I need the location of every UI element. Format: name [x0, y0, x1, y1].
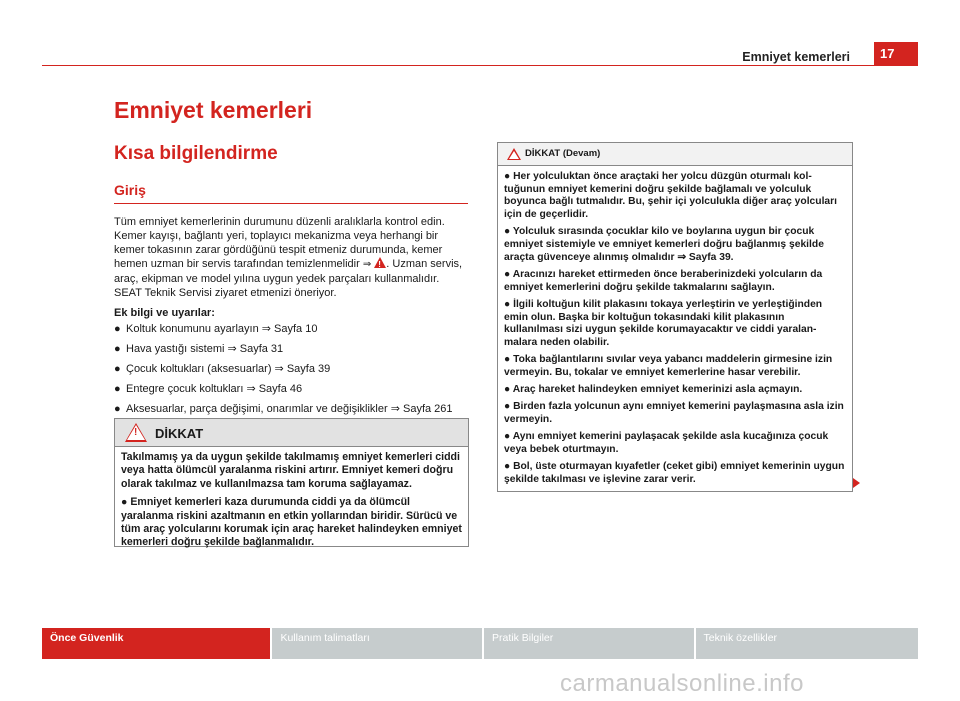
- warning-title: DİKKAT (Devam): [525, 148, 601, 159]
- warning-title: DİKKAT: [155, 426, 204, 441]
- info-list: [114, 322, 470, 422]
- list-item[interactable]: ● Hava yastığı sistemi ⇒ Sayfa 31: [114, 343, 284, 355]
- tab-kullanim-talimatlari[interactable]: Kullanım talimatları: [272, 628, 482, 659]
- warning-paragraph: ● Her yolculuktan önce araçtaki her yolcu düzgün oturmalı koltuğunun emniyet kemerini doğru şekilde bağlamalı ve yolculuk boyunca bağlı tutmalıdır. Bu, şehir içi yolculukla diğer araç yolcuları için de geçerlidir.: [504, 171, 838, 221]
- warning-body: [115, 447, 468, 559]
- continue-arrow-icon[interactable]: [853, 478, 860, 488]
- warning-box-continued: [497, 142, 853, 492]
- warning-paragraph: ● Yolculuk sırasında çocuklar kilo ve boylarına uygun bir çocuk emniyet sistemiyle ve emniyet kemerleri doğru bağlanmış şekilde araçta güvenceye alınmış olmalıdır ⇒ Sayfa 39.: [504, 226, 824, 263]
- tab-teknik-ozellikler[interactable]: Teknik özellikler: [696, 628, 918, 659]
- watermark: carmanualsonline.info: [560, 670, 804, 697]
- footer-nav: [42, 628, 918, 659]
- warning-paragraph: ● Bol, üste oturmayan kıyafetler (ceket gibi) emniyet kemerinin uygun şekilde takılması ve işlevine zarar verir.: [504, 461, 845, 485]
- warning-body: [498, 166, 852, 496]
- warning-paragraph: ● Emniyet kemerleri kaza durumunda ciddi ya da ölümcül yaralanma riskini azaltmanın en etkin yollarından biridir. Sürücü ve tüm araç yolcularını korumak için araç hareket halindeyken emniyet kemerleri doğru şekilde bağlanmalıdır.: [121, 496, 462, 549]
- warning-box-header: [115, 419, 468, 447]
- list-item[interactable]: ● Çocuk koltukları (aksesuarlar) ⇒ Sayfa 39: [114, 363, 331, 375]
- warning-paragraph: Takılmamış ya da uygun şekilde takılmamış emniyet kemerleri ciddi veya hatta ölümcül yaralanma riskini artırır. Emniyet kemeri doğru olarak takılmaz ve kullanılmazsa tam koruma sağlayamaz.: [121, 451, 460, 490]
- reference-arrow: ⇒: [362, 259, 372, 270]
- list-item[interactable]: ● Entegre çocuk koltukları ⇒ Sayfa 46: [114, 383, 303, 395]
- warning-paragraph: ● İlgili koltuğun kilit plakasını tokaya yerleştirin ve yerleştiğinden emin olun. Başka bir koltuğun tokasındaki kilit plakasının kullanılması sizi uygun şekilde korumayacaktır ve ciddi yaralanmalara neden olabilir.: [504, 298, 823, 348]
- subsection-rule: [114, 203, 468, 204]
- header-rule: [42, 65, 918, 66]
- info-heading: Ek bilgi ve uyarılar:: [114, 307, 215, 319]
- list-item[interactable]: ● Aksesuarlar, parça değişimi, onarımlar ve değişiklikler ⇒ Sayfa 261: [114, 403, 453, 415]
- page-number-badge: 17: [874, 42, 918, 66]
- list-item[interactable]: ● Koltuk konumunu ayarlayın ⇒ Sayfa 10: [114, 323, 318, 335]
- exclamation-icon: !: [134, 427, 138, 438]
- warning-box: [114, 418, 469, 547]
- intro-text-2: . Uzman servis, araç, ekipman ve model yılına uygun yedek parçaları kullanmalıdır. SEAT Teknik Servisi ziyaret etmenizi öneriyor.: [114, 258, 463, 299]
- warning-triangle-icon[interactable]: [374, 257, 386, 268]
- subsection-title: Giriş: [114, 182, 146, 198]
- warning-paragraph: ● Aynı emniyet kemerini paylaşacak şekilde asla kucağınıza çocuk veya bebek oturtmayın.: [504, 431, 829, 455]
- warning-paragraph: ● Toka bağlantılarını sıvılar veya yabancı maddelerin girmesine izin vermeyin. Bu, tokalar ve emniyet kemerlerine hasar verebilir.: [504, 354, 833, 378]
- intro-text-1: Tüm emniyet kemerlerinin durumunu düzenli aralıklarla kontrol edin. Kemer kayışı, bağlantı yeri, toplayıcı mekanizma veya herhangi bir kemer tokasının zarar gördüğünü tespit etmeniz durumunda, kemer hemen uzman bir servis tarafından temizlenmelidir: [114, 216, 445, 270]
- warning-box-header: [498, 143, 852, 166]
- warning-paragraph: ● Birden fazla yolcunun aynı emniyet kemerini paylaşmasına asla izin vermeyin.: [504, 401, 844, 425]
- intro-paragraph: [114, 215, 470, 300]
- section-title: Kısa bilgilendirme: [114, 143, 278, 164]
- running-header-title: Emniyet kemerleri: [742, 50, 850, 64]
- warning-paragraph: ● Aracınızı hareket ettirmeden önce beraberinizdeki yolcuların da emniyet kemerlerini doğru şekilde takmalarını sağlayın.: [504, 268, 823, 293]
- warning-triangle-inner: [509, 151, 519, 159]
- tab-pratik-bilgiler[interactable]: Pratik Bilgiler: [484, 628, 694, 659]
- tab-once-guvenlik[interactable]: Önce Güvenlik: [42, 628, 270, 659]
- warning-paragraph: ● Araç hareket halindeyken emniyet kemerinizi asla açmayın.: [504, 384, 803, 396]
- chapter-title: Emniyet kemerleri: [114, 97, 313, 123]
